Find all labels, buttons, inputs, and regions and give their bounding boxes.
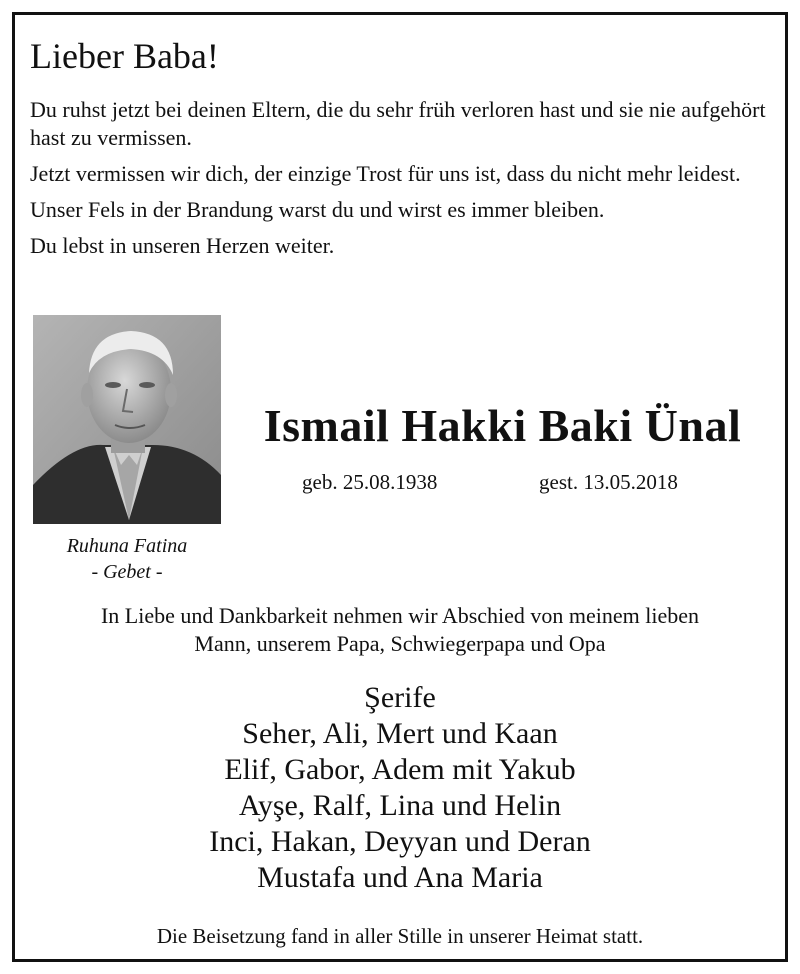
family-member-line: Elif, Gabor, Adem mit Yakub [224, 753, 576, 786]
intro-paragraph: Jetzt vermissen wir dich, der einzige Trost für uns ist, dass du nicht mehr leidest. [30, 161, 741, 186]
life-dates [230, 468, 775, 498]
family-list [20, 680, 780, 896]
caption-line: Ruhuna Fatina [66, 535, 188, 557]
caption-line: - Gebet - [91, 561, 163, 583]
deceased-name: Ismail Hakki Baki Ünal [263, 400, 742, 451]
intro-paragraph: Du lebst in unseren Herzen weiter. [30, 233, 335, 258]
birth-date: geb. 25.08.1938 [302, 470, 438, 494]
family-member-line: Ayşe, Ralf, Lina und Helin [238, 789, 562, 822]
photo-caption [33, 533, 221, 585]
death-date: gest. 13.05.2018 [539, 470, 678, 494]
intro-paragraph: Du ruhst jetzt bei deinen Eltern, die du sehr früh verloren hast und sie nie aufgehört hast zu vermissen. [30, 97, 766, 150]
family-member-line: Seher, Ali, Mert und Kaan [242, 717, 558, 750]
family-member-line: Şerife [364, 681, 436, 714]
burial-note: Die Beisetzung fand in aller Stille in unserer Heimat statt. [156, 924, 644, 948]
portrait-image [33, 315, 221, 524]
intro-text [30, 96, 780, 268]
family-member-line: Mustafa und Ana Maria [257, 861, 543, 894]
portrait-photo [33, 315, 221, 524]
intro-paragraph: Unser Fels in der Brandung warst du und wirst es immer bleiben. [30, 197, 605, 222]
farewell-line: In Liebe und Dankbarkeit nehmen wir Abschied von meinem lieben [100, 603, 700, 628]
heading: Lieber Baba! [30, 36, 219, 76]
family-member-line: Inci, Hakan, Deyyan und Deran [209, 825, 591, 858]
farewell-line: Mann, unserem Papa, Schwiegerpapa und Opa [194, 631, 606, 656]
farewell-text [20, 602, 780, 658]
